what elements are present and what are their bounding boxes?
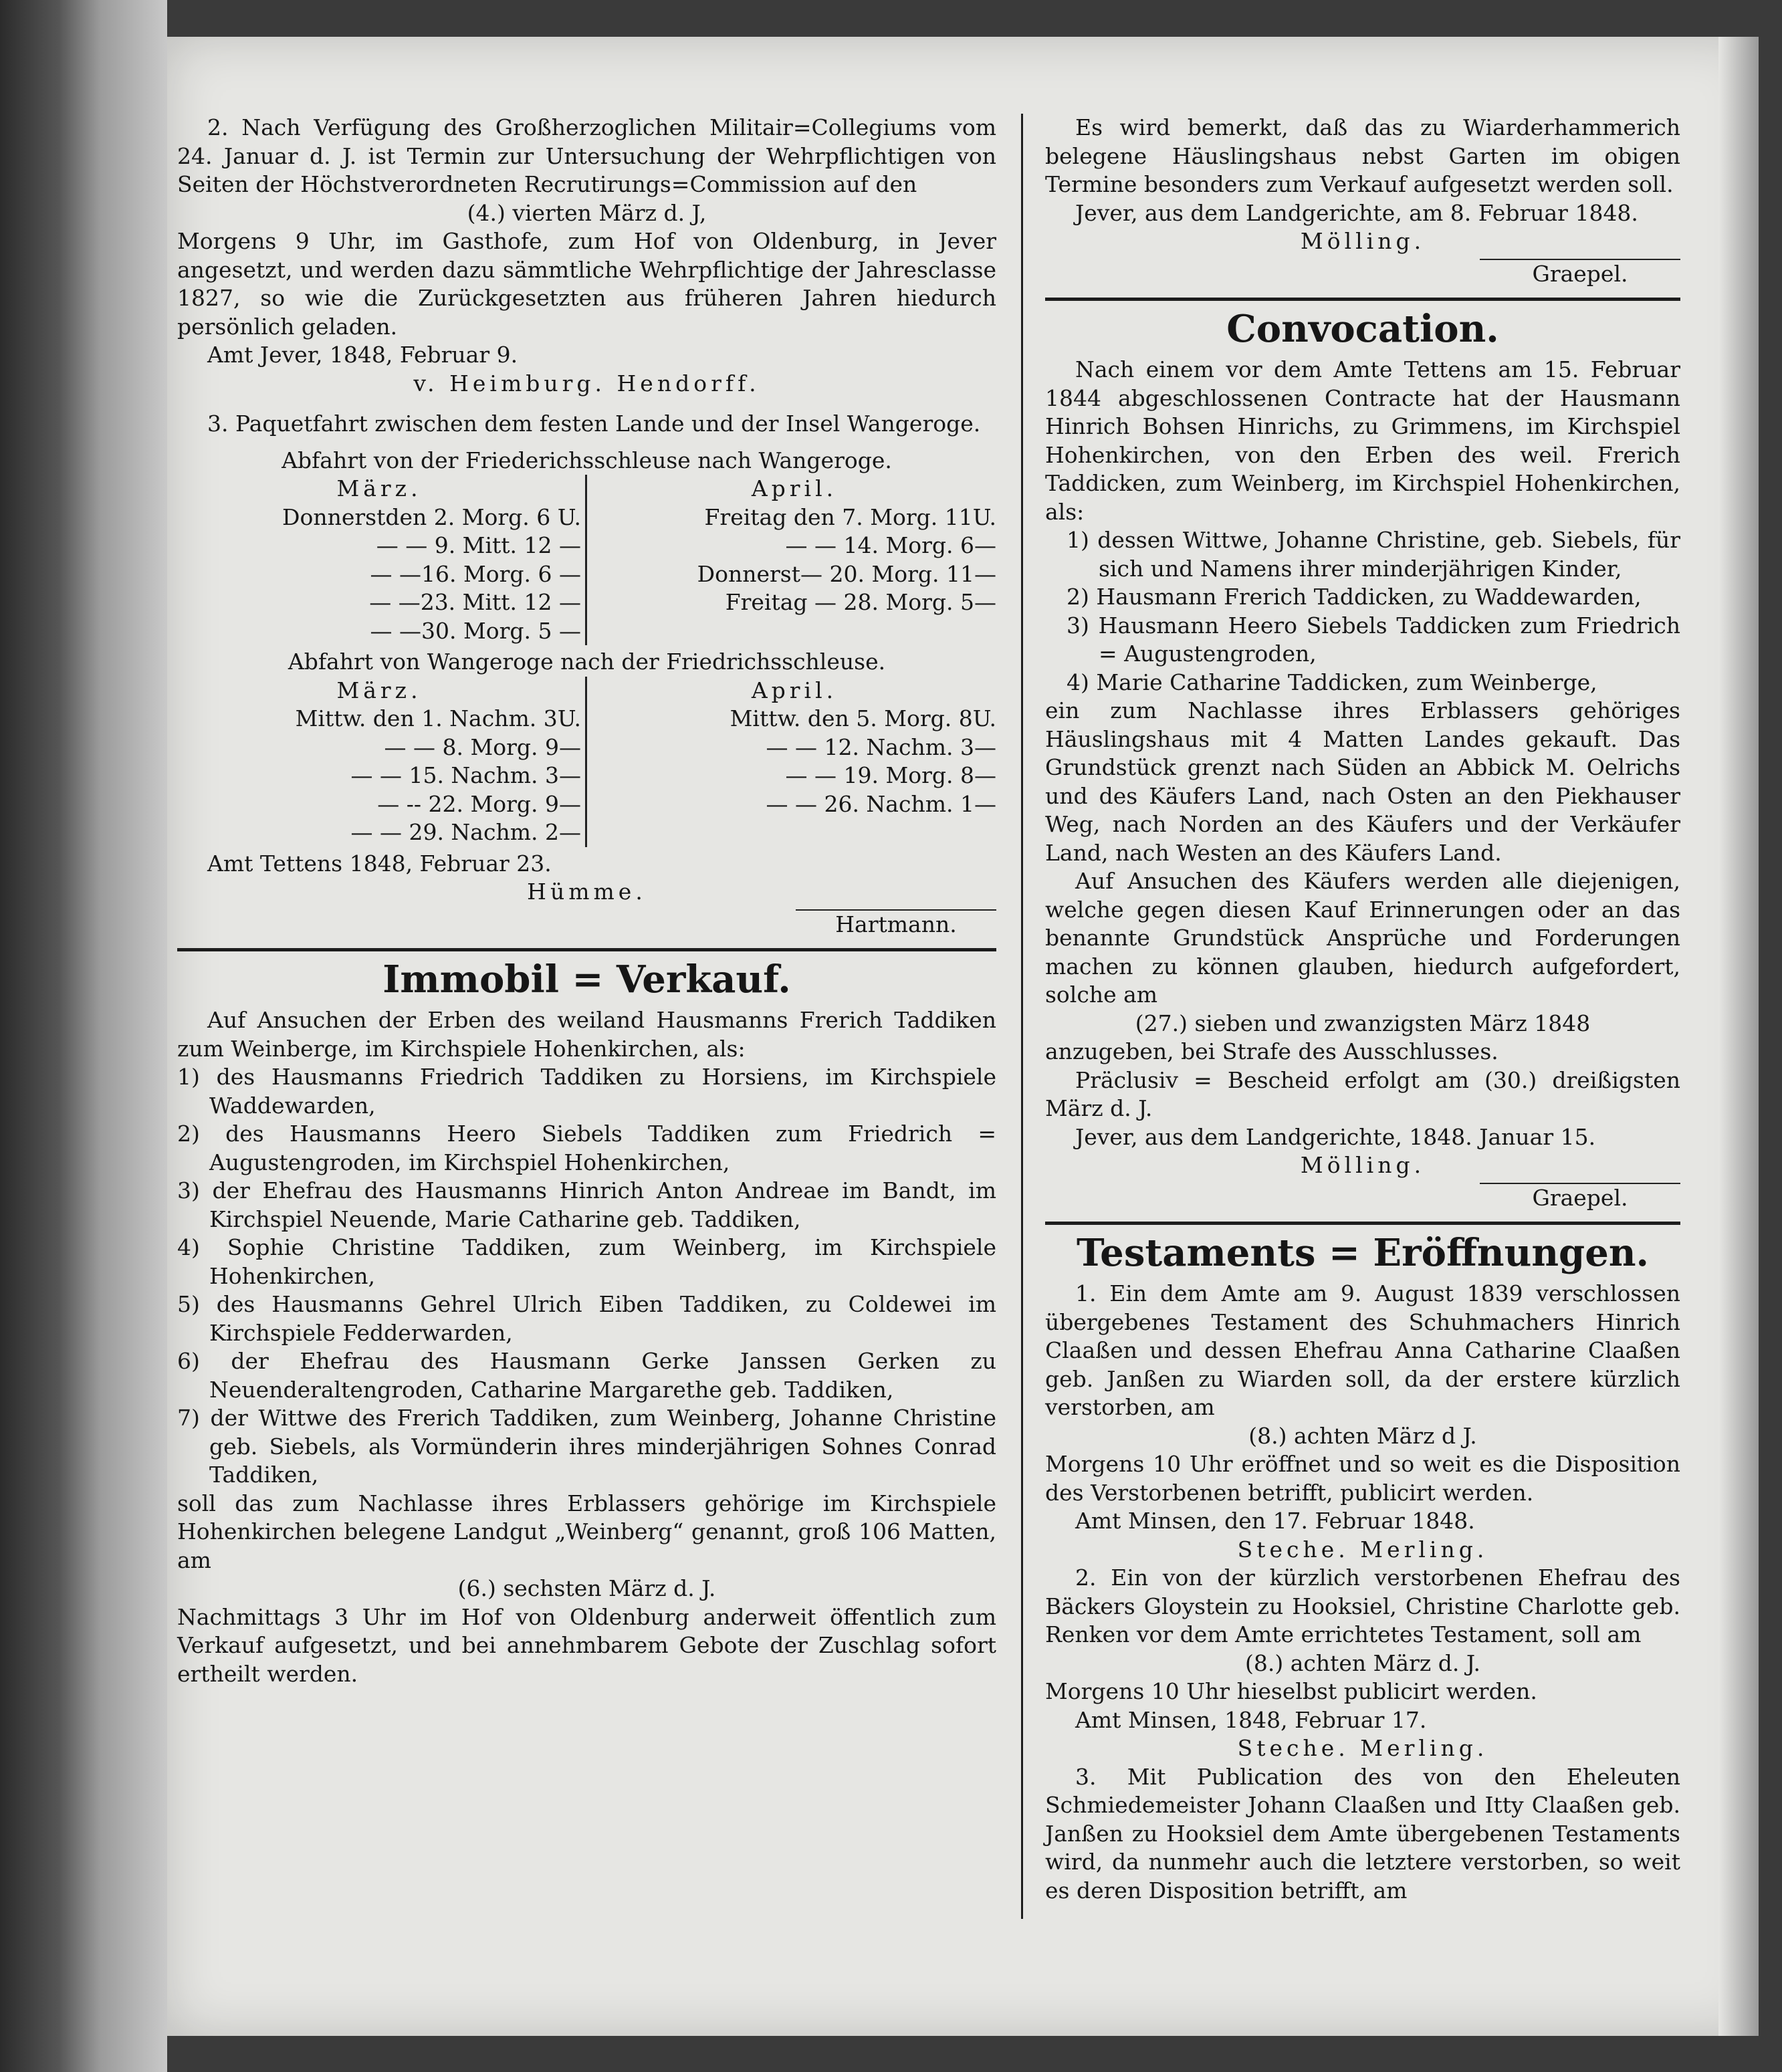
column-rule bbox=[1021, 114, 1023, 1919]
immobil-item: 4) Sophie Christine Taddiken, zum Weinberg, im Kirchspiele Hohenkirchen, bbox=[177, 1234, 996, 1289]
convocation-item: 2) Hausmann Frerich Taddicken, zu Waddewarden, bbox=[1067, 584, 1642, 610]
book-edge bbox=[0, 0, 167, 2072]
immobil-date: (6.) sechsten März d. J. bbox=[457, 1575, 716, 1601]
notice-ferry: 3. Paquetfahrt zwischen dem festen Lande und der Insel Wangeroge. bbox=[207, 411, 981, 437]
conscription-body: Morgens 9 Uhr, im Gasthofe, zum Hof von Oldenburg, in Jever angesetzt, und werden dazu sämmtliche Wehrpflichtige der Jahresclasse 1827, so wie die Zurückgesetzten aus früheren Jahren hiedurch persönlich geladen. bbox=[177, 228, 996, 340]
schedule-row: — —16. Morg. 6 — bbox=[370, 560, 581, 587]
testament-2-signature: Steche. Merling. bbox=[1237, 1735, 1488, 1761]
haeuslingshaus-signature-2: Graepel. bbox=[1480, 259, 1680, 289]
notice-conscription: 2. Nach Verfügung des Großherzoglichen Militair=Collegiums vom 24. Januar d. J. ist Termin zur Untersuchung der Wehrpflichtigen von Seiten der Höchstverordneten Recrutirungs=Commission auf den bbox=[177, 114, 996, 197]
testament-2-date: (8.) achten März d. J. bbox=[1244, 1649, 1481, 1676]
schedule-row: Mittw. den 5. Morg. 8U. bbox=[730, 705, 996, 731]
ferry-signature-2: Hartmann. bbox=[796, 909, 996, 939]
convocation-intro: Nach einem vor dem Amte Tettens am 15. Februar 1844 abgeschlossenen Contracte hat der Hausmann Hinrich Bohsen Hinrichs, zu Grimmens, im Kirchspiel Hohenkirchen, von den Erben des weil. Frerich Taddicken, zum Weinberg, im Kirchspiel Hohenkirchen, als: bbox=[1045, 356, 1680, 525]
schedule-row: — -- 22. Morg. 9— bbox=[377, 790, 581, 817]
immobil-body: soll das zum Nachlasse ihres Erblassers gehörige im Kirchspiele Hohenkirchen belegene Landgut „Weinberg“ genannt, groß 106 Matten, am bbox=[177, 1490, 996, 1573]
schedule-month: April. bbox=[751, 677, 838, 703]
testament-1-place: Amt Minsen, den 17. Februar 1848. bbox=[1075, 1508, 1475, 1534]
schedule-row: Mittw. den 1. Nachm. 3U. bbox=[295, 705, 581, 731]
section-divider bbox=[1045, 1222, 1680, 1225]
schedule-1-march bbox=[177, 475, 587, 645]
page-gutter bbox=[1718, 37, 1759, 2036]
immobil-item: 1) des Hausmanns Friedrich Taddiken zu Horsiens, im Kirchspiele Waddewarden, bbox=[177, 1064, 996, 1119]
schedule-row: — — 29. Nachm. 2— bbox=[350, 819, 581, 845]
schedule-row: — — 12. Nachm. 3— bbox=[766, 733, 996, 760]
right-column bbox=[1045, 114, 1680, 1905]
ferry-place: Amt Tettens 1848, Februar 23. bbox=[207, 850, 552, 877]
schedule-1-april bbox=[587, 475, 996, 645]
convocation-item: 1) dessen Wittwe, Johanne Christine, geb. Siebels, für sich und Namens ihrer minderjährigen Kinder, bbox=[1067, 527, 1680, 582]
schedule-month: März. bbox=[336, 475, 422, 501]
schedule-row: Donnerst— 20. Morg. 11— bbox=[697, 560, 996, 587]
haeuslingshaus-signature-1: Mölling. bbox=[1300, 228, 1426, 254]
schedule-row: Freitag — 28. Morg. 5— bbox=[725, 589, 996, 615]
conscription-place: Amt Jever, 1848, Februar 9. bbox=[207, 342, 518, 368]
schedule-row: Donnerstden 2. Morg. 6 U. bbox=[282, 503, 581, 530]
schedule-row: — — 9. Mitt. 12 — bbox=[376, 532, 581, 558]
schedule-row: — — 15. Nachm. 3— bbox=[350, 762, 581, 788]
convocation-signature-2: Graepel. bbox=[1480, 1183, 1680, 1213]
immobil-item: 2) des Hausmanns Heero Siebels Taddiken zum Friedrich = Augustengroden, im Kirchspiel Hohenkirchen, bbox=[177, 1121, 996, 1175]
conscription-date: (4.) vierten März d. J, bbox=[467, 199, 707, 226]
schedule-row: — —30. Morg. 5 — bbox=[370, 617, 581, 644]
section-title-convocation: Convocation. bbox=[1226, 307, 1499, 351]
immobil-item: 5) des Hausmanns Gehrel Ulrich Eiben Taddiken, zu Coldewei im Kirchspiele Fedderwarden, bbox=[177, 1291, 996, 1346]
convocation-body: ein zum Nachlasse ihres Erblassers gehöriges Häuslingshaus mit 4 Matten Landes gekauft. Das Grundstück grenzt nach Süden an Abbick M. Oelrichs und des Käufers Land, nach Osten an den Piekhauser Weg, nach Norden an des Käufers und der Verkäufer Land, nach Westen an des Käufers Land. bbox=[1045, 697, 1680, 866]
ferry-heading-2: Abfahrt von Wangeroge nach der Friedrichsschleuse. bbox=[288, 649, 886, 675]
immobil-item: 6) der Ehefrau des Hausmann Gerke Janssen Gerken zu Neuenderaltengroden, Catharine Margarethe geb. Taddiken, bbox=[177, 1348, 996, 1403]
convocation-date: (27.) sieben und zwanzigsten März 1848 bbox=[1135, 1010, 1591, 1036]
immobil-end: Nachmittags 3 Uhr im Hof von Oldenburg anderweit öffentlich zum Verkauf aufgesetzt, und bei annehmbarem Gebote der Zuschlag sofort ertheilt werden. bbox=[177, 1603, 996, 1687]
notice-haeuslingshaus: Es wird bemerkt, daß das zu Wiarderhammerich belegene Häuslingshaus nebst Garten im obigen Termine besonders zum Verkauf aufgesetzt werden soll. bbox=[1045, 114, 1680, 197]
schedule-month: April. bbox=[751, 475, 838, 501]
convocation-body-2: Auf Ansuchen des Käufers werden alle diejenigen, welche gegen diesen Kauf Erinnerungen oder an das benannte Grundstück Ansprüche und Forderungen machen zu können glauben, hiedurch aufgefordert, solche am bbox=[1045, 868, 1680, 1008]
schedule-row: Freitag den 7. Morg. 11U. bbox=[704, 503, 996, 530]
schedule-2-march bbox=[177, 677, 587, 847]
convocation-place: Jever, aus dem Landgerichte, 1848. Januar 15. bbox=[1075, 1123, 1596, 1150]
section-divider bbox=[1045, 298, 1680, 301]
testament-2: 2. Ein von der kürzlich verstorbenen Ehefrau des Bäckers Gloystein zu Hooksiel, Christine Charlotte geb. Renken vor dem Amte errichtetes Testament, soll am bbox=[1045, 1565, 1680, 1647]
schedule-row: — — 19. Morg. 8— bbox=[785, 762, 996, 788]
convocation-item: 3) Hausmann Heero Siebels Taddicken zum Friedrich = Augustengroden, bbox=[1067, 612, 1680, 667]
section-title-testaments: Testaments = Eröffnungen. bbox=[1076, 1231, 1650, 1275]
testament-1: 1. Ein dem Amte am 9. August 1839 verschlossen übergebenes Testament des Schuhmachers Hinrich Claaßen und dessen Ehefrau Anna Catharine Claaßen geb. Janßen zu Wiarden soll, da der erstere kürzlich verstorben, am bbox=[1045, 1280, 1680, 1420]
haeuslingshaus-place: Jever, aus dem Landgerichte, am 8. Februar 1848. bbox=[1075, 199, 1638, 226]
ferry-heading-1: Abfahrt von der Friederichsschleuse nach Wangeroge. bbox=[282, 447, 892, 473]
schedule-month: März. bbox=[336, 677, 422, 703]
testament-1-signature: Steche. Merling. bbox=[1237, 1536, 1488, 1563]
ferry-schedule-1 bbox=[177, 475, 996, 645]
ferry-signature-1: Hümme. bbox=[527, 879, 647, 905]
conscription-signature: v. Heimburg. Hendorff. bbox=[413, 370, 760, 396]
testament-3: 3. Mit Publication des von den Eheleuten Schmiedemeister Johann Claaßen und Itty Claaßen geb. Janßen zu Hooksiel dem Amte übergebenen Testaments wird, da nunmehr auch die letztere verstorben, so weit es deren Disposition betrifft, am bbox=[1045, 1763, 1680, 1904]
section-title-immobil: Immobil = Verkauf. bbox=[382, 957, 791, 1002]
left-column bbox=[177, 114, 996, 1688]
testament-2-place: Amt Minsen, 1848, Februar 17. bbox=[1075, 1706, 1427, 1733]
schedule-2-april bbox=[587, 677, 996, 847]
schedule-row: — — 8. Morg. 9— bbox=[384, 733, 581, 760]
convocation-body-4: Präclusiv = Bescheid erfolgt am (30.) dreißigsten März d. J. bbox=[1045, 1066, 1680, 1121]
immobil-intro: Auf Ansuchen der Erben des weiland Hausmanns Frerich Taddiken zum Weinberge, im Kirchspiele Hohenkirchen, als: bbox=[177, 1007, 996, 1062]
section-divider bbox=[177, 948, 996, 951]
immobil-item: 3) der Ehefrau des Hausmanns Hinrich Anton Andreae im Bandt, im Kirchspiel Neuende, Marie Catharine geb. Taddiken, bbox=[177, 1177, 996, 1232]
schedule-row: — — 14. Morg. 6— bbox=[785, 532, 996, 558]
schedule-row: — —23. Mitt. 12 — bbox=[369, 589, 581, 615]
convocation-item: 4) Marie Catharine Taddicken, zum Weinberge, bbox=[1067, 669, 1597, 695]
immobil-item: 7) der Wittwe des Frerich Taddiken, zum Weinberg, Johanne Christine geb. Siebels, als Vormünderin ihres minderjährigen Sohnes Conrad Taddiken, bbox=[177, 1405, 996, 1488]
convocation-body-3: anzugeben, bei Strafe des Ausschlusses. bbox=[1045, 1038, 1498, 1064]
convocation-signature-1: Mölling. bbox=[1300, 1152, 1426, 1178]
testament-2-body: Morgens 10 Uhr hieselbst publicirt werden. bbox=[1045, 1678, 1537, 1704]
testament-1-date: (8.) achten März d J. bbox=[1248, 1422, 1477, 1449]
testament-1-body: Morgens 10 Uhr eröffnet und so weit es die Disposition des Verstorbenen betrifft, publicirt werden. bbox=[1045, 1451, 1680, 1506]
ferry-schedule-2 bbox=[177, 677, 996, 847]
schedule-row: — — 26. Nachm. 1— bbox=[766, 790, 996, 817]
